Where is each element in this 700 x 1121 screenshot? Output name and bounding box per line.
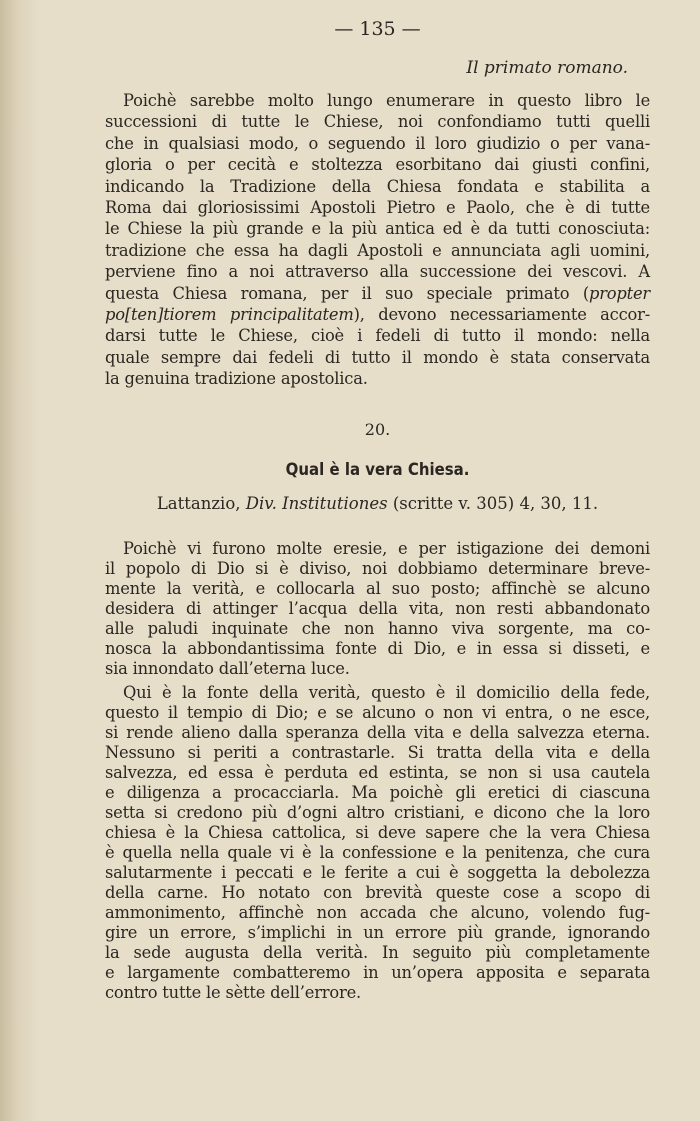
paragraph-primato xyxy=(105,90,650,389)
latin-italic-text: propter xyxy=(589,283,650,303)
line-text: darsi tutte le Chiese, cioè i fedeli di tutto il mondo: nella xyxy=(105,326,650,346)
text-line xyxy=(105,539,650,559)
text-line xyxy=(105,843,650,863)
line-text: chiesa è la Chiesa cattolica, si deve sapere che la vera Chiesa xyxy=(105,823,650,842)
text-line xyxy=(105,347,650,368)
text-line xyxy=(105,639,650,659)
line-text: salvezza, ed essa è perduta ed estinta, se non si usa cautela xyxy=(105,763,650,782)
line-text: questa Chiesa romana, per il suo speciale primato ( xyxy=(105,283,589,303)
text-line xyxy=(105,197,650,218)
line-text: gire un errore, s’implichi in un errore più grande, ignorando xyxy=(105,923,650,942)
line-text: Poichè vi furono molte eresie, e per istigazione dei demoni xyxy=(123,539,650,558)
line-text: successioni di tutte le Chiese, noi confondiamo tutti quelli xyxy=(105,112,650,132)
text-line xyxy=(105,763,650,783)
text-line xyxy=(105,923,650,943)
text-line xyxy=(105,983,650,1003)
latin-italic-text: po[ten]tiorem principalitatem xyxy=(105,304,354,324)
line-text: contro tutte le sètte dell’errore. xyxy=(105,983,361,1002)
text-line xyxy=(105,963,650,983)
text-line xyxy=(105,619,650,639)
text-line xyxy=(105,683,650,703)
citation-text: (scritte v. 305) 4, 30, 11. xyxy=(387,494,599,513)
text-line xyxy=(105,803,650,823)
text-line xyxy=(105,325,650,346)
line-text: tradizione che essa ha dagli Apostoli e annunciata agli uomini, xyxy=(105,240,650,260)
text-line xyxy=(105,943,650,963)
line-text: perviene fino a noi attraverso alla successione dei vescovi. A xyxy=(105,262,650,282)
text-line xyxy=(105,743,650,763)
line-text: salutarmente i peccati e le ferite a cui è soggetta la debolezza xyxy=(105,863,650,882)
line-text: mente la verità, e collocarla al suo posto; affinchè se alcuno xyxy=(105,579,650,598)
line-text: Qui è la fonte della verità, questo è il domicilio della fede, xyxy=(123,683,650,702)
line-text: e diligenza a procacciarla. Ma poichè gli eretici di ciascuna xyxy=(105,783,650,802)
page-number: — 135 — xyxy=(334,18,421,40)
line-text: Roma dai gloriosissimi Apostoli Pietro e Paolo, che è di tutte xyxy=(105,197,650,217)
text-line xyxy=(105,283,650,304)
line-text: setta si credono più d’ogni altro cristiani, e dicono che la loro xyxy=(105,803,650,822)
text-line xyxy=(105,703,650,723)
line-text: e largamente combatteremo in un’opera apposita e separata xyxy=(105,963,650,982)
line-text: alle paludi inquinate che non hanno viva sorgente, ma co- xyxy=(105,619,650,638)
line-text: le Chiese la più grande e la più antica ed è da tutti conosciuta: xyxy=(105,219,650,239)
line-text: questo il tempio di Dio; e se alcuno o non vi entra, o ne esce, xyxy=(105,703,650,722)
text-line xyxy=(105,154,650,175)
text-line xyxy=(105,823,650,843)
text-line xyxy=(105,240,650,261)
text-line xyxy=(105,133,650,154)
text-line xyxy=(105,90,650,111)
text-line xyxy=(105,176,650,197)
text-line xyxy=(105,883,650,903)
text-line xyxy=(105,261,650,282)
text-line xyxy=(105,863,650,883)
running-head: Il primato romano. xyxy=(466,58,628,78)
text-line xyxy=(105,218,650,239)
citation-work-title: Div. Institutiones xyxy=(245,494,388,513)
line-text: che in qualsiasi modo, o seguendo il loro giudizio o per vana- xyxy=(105,133,650,153)
line-text: della carne. Ho notato con brevità queste cose a scopo di xyxy=(105,883,650,902)
source-citation xyxy=(0,494,700,513)
text-line xyxy=(105,723,650,743)
line-text: desidera di attinger l’acqua della vita, non resti abbandonato xyxy=(105,599,650,618)
section-title: Qual è la vera Chiesa. xyxy=(285,460,470,480)
section-number: 20. xyxy=(364,420,391,439)
text-line xyxy=(105,559,650,579)
text-line xyxy=(105,368,650,389)
paragraph-fonte-verita xyxy=(105,683,650,1003)
line-text: quale sempre dai fedeli di tutto il mondo è stata conservata xyxy=(105,347,650,367)
line-text: Poichè sarebbe molto lungo enumerare in questo libro le xyxy=(123,91,650,110)
text-line xyxy=(105,579,650,599)
text-line xyxy=(105,304,650,325)
line-text: la genuina tradizione apostolica. xyxy=(105,369,368,389)
text-line xyxy=(105,903,650,923)
line-text: ammonimento, affinchè non accada che alcuno, volendo fug- xyxy=(105,903,650,922)
line-text: indicando la Tradizione della Chiesa fondata e stabilita a xyxy=(105,176,650,196)
line-text: sia innondato dall’eterna luce. xyxy=(105,659,350,678)
line-text: il popolo di Dio si è diviso, noi dobbiamo determinare breve- xyxy=(105,559,650,578)
line-text: Nessuno si periti a contrastarle. Si tratta della vita e della xyxy=(105,743,650,762)
citation-text: Lattanzio, xyxy=(156,494,246,513)
line-text: ), devono necessariamente accor- xyxy=(353,304,650,324)
line-text: la sede augusta della verità. In seguito più completamente xyxy=(105,943,650,962)
paragraph-eresie xyxy=(105,539,650,679)
text-line xyxy=(105,659,650,679)
line-text: gloria o per cecità e stoltezza esorbitano dai giusti confini, xyxy=(105,155,650,175)
text-line xyxy=(105,599,650,619)
line-text: nosca la abbondantissima fonte di Dio, e in essa si disseti, e xyxy=(105,639,650,658)
text-line xyxy=(105,111,650,132)
page-edge-shadow xyxy=(0,0,40,1121)
line-text: è quella nella quale vi è la confessione e la penitenza, che cura xyxy=(105,843,650,862)
text-line xyxy=(105,783,650,803)
line-text: si rende alieno dalla speranza della vita e della salvezza eterna. xyxy=(105,723,650,742)
